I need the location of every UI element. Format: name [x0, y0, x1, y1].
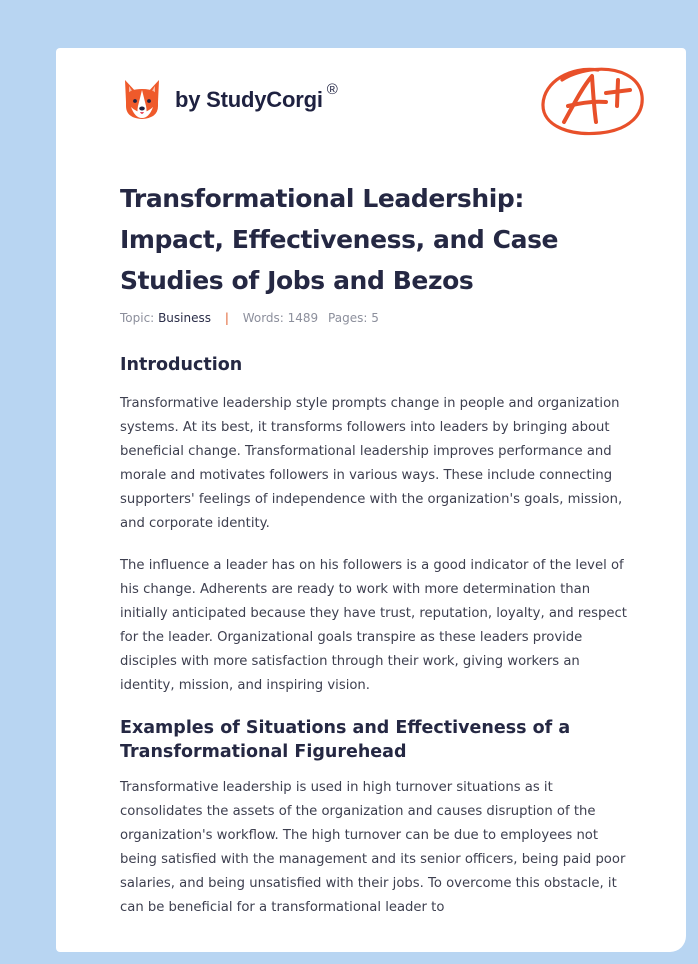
- paragraph: Transformative leadership style prompts change in people and organization systems. At its best, it transforms followers into leaders by bringing about beneficial change. Transformational leadership improves performance and morale and motivates followers in various ways. These include connecting supporters' feelings of independence with the organization's goals, mission, and corporate identity.: [120, 396, 623, 531]
- topic-label: Topic:: [120, 311, 155, 325]
- grade-a-plus-icon: [538, 60, 648, 140]
- document-page: [56, 48, 686, 952]
- studycorgi-logo[interactable]: [122, 76, 338, 122]
- paragraph: The influence a leader has on his followers is a good indicator of the level of his change. Adherents are ready to work with more determination than initially anticipated because they have trust, reputation, loyalty, and respect for the leader. Organizational goals transpire as these leaders provide disciples with more satisfaction through their work, giving workers an identity, mission, and inspiring vision.: [120, 558, 627, 693]
- meta-separator: |: [224, 311, 229, 325]
- logo-wordmark: by StudyCorgi: [175, 87, 323, 112]
- paragraph: Transformative leadership is used in high turnover situations as it consolidates the assets of the organization and causes disruption of the organization's workflow. The high turnover can be due to employees not being satisfied with the management and its senior officers, being paid poor salaries, and being unsatisfied with their jobs. To overcome this obstacle, it can be beneficial for a transformational leader to: [120, 780, 626, 915]
- document-title: Transformational Leadership: Impact, Effectiveness, and Case Studies of Jobs and Bezos: [120, 184, 559, 295]
- registered-mark: ®: [326, 80, 338, 98]
- document-meta: [120, 311, 379, 325]
- words-count: 1489: [287, 311, 319, 325]
- topic-link[interactable]: Business: [158, 311, 211, 325]
- corgi-head-icon: [122, 76, 162, 122]
- pages-label: Pages:: [328, 311, 368, 325]
- words-label: Words:: [242, 311, 284, 325]
- pages-count: 5: [371, 311, 379, 325]
- section-heading-examples: Examples of Situations and Effectiveness of a Transformational Figurehead: [120, 718, 571, 762]
- section-heading-introduction: Introduction: [120, 355, 243, 375]
